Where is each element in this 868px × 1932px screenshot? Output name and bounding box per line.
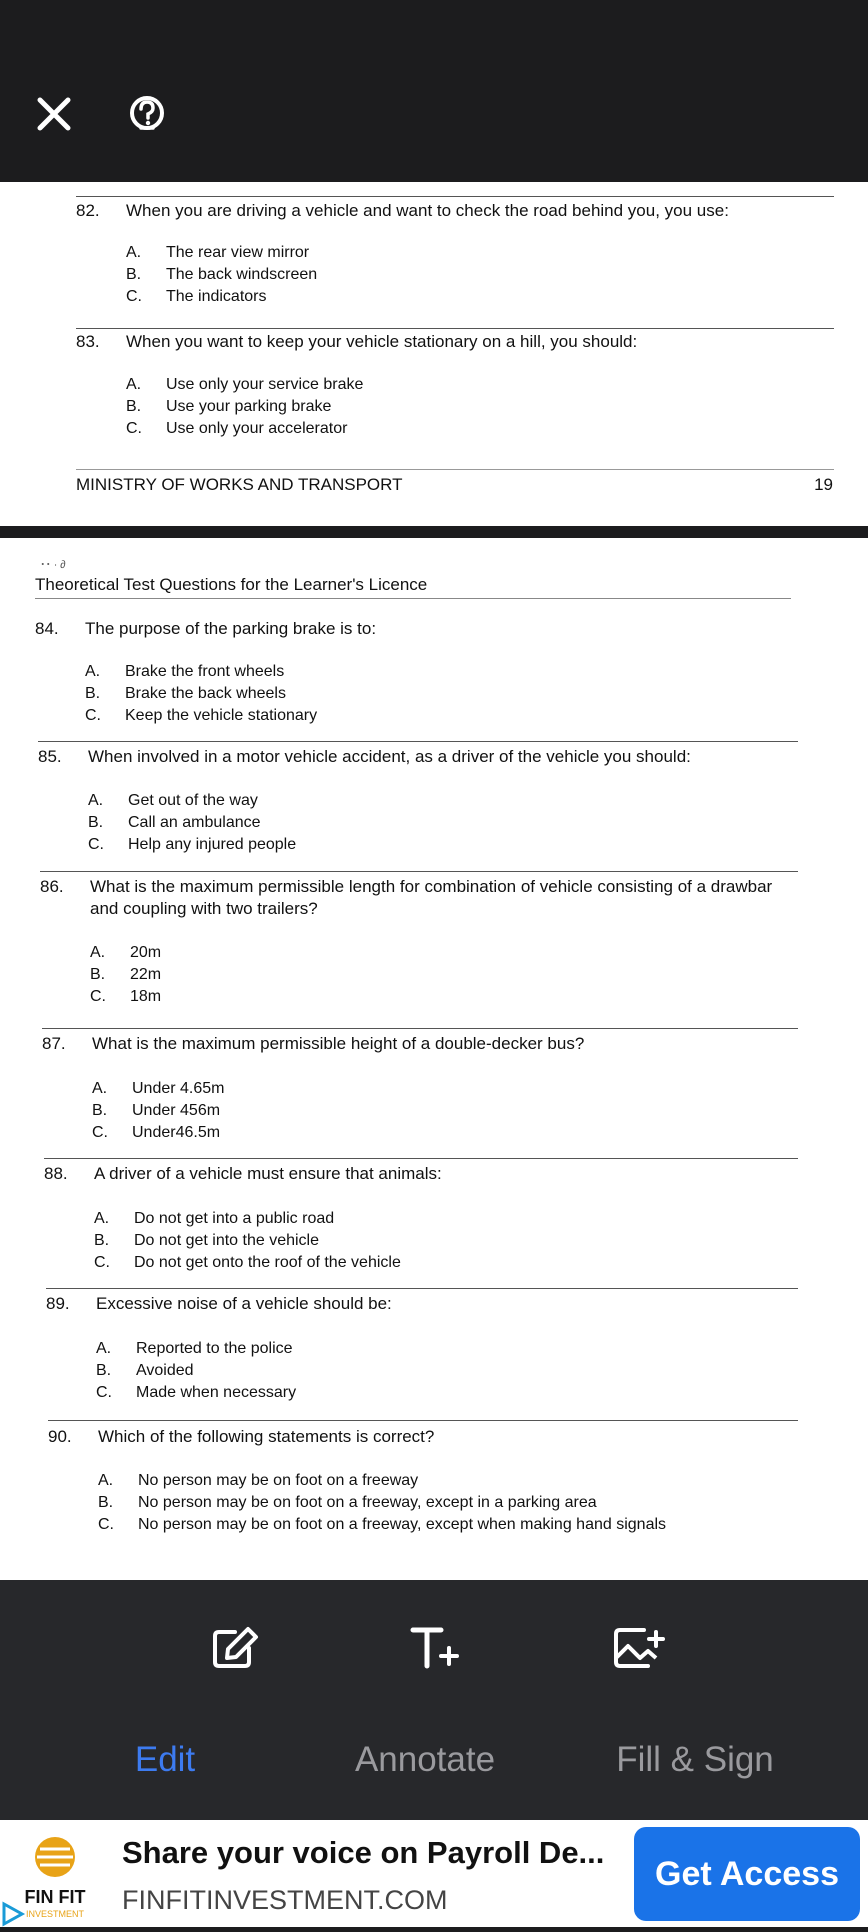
running-head: Theoretical Test Questions for the Learner's Licence [35,575,428,594]
adchoices-icon[interactable] [0,1900,26,1927]
question-number: 89. [46,1294,70,1313]
question-number: 90. [48,1427,72,1446]
svg-text:INVESTMENT: INVESTMENT [25,1909,85,1919]
question-number: 82. [76,201,100,220]
question-text: What is the maximum permissible height of a double-decker bus? [92,1034,585,1053]
question-text: What is the maximum permissible length for combination of vehicle consisting of a drawbar [90,877,773,896]
question-text: The purpose of the parking brake is to: [85,619,377,638]
add-text-icon[interactable] [405,1618,465,1678]
question-text: When involved in a motor vehicle accident, as a driver of the vehicle you should: [88,747,691,766]
question-number: 84. [35,619,59,638]
get-access-button[interactable]: Get Access [634,1827,860,1921]
question-text: A driver of a vehicle must ensure that animals: [94,1164,442,1183]
question-text-line2: and coupling with two trailers? [90,899,318,918]
top-bar [0,0,868,182]
svg-text:FIN FIT: FIN FIT [24,1887,86,1907]
page-footer-ministry: MINISTRY OF WORKS AND TRANSPORT [76,475,403,494]
document-page-20: ･･ ∙ ∂ Theoretical Test Questions for the Learner's Licence 84. The purpose of the parking brake is to: A. Brake the front wheels B. Brake the back wheels C. Keep the vehicle stationary 85. When involved in a motor vehicle accident, as a driver of the vehicle you should: A. Get out of the way B. Call an ambulance C. Help any injured people 86. What is the maximum permissible length for combination of vehicle consisting of a drawbar and coupling with two trailers? A. 20m B. 22m C. 18m 87. What is the maximum permissible height of a double-decker bus? A. Under 4.65m B. Under 456m C. Under46.5m 88. A driver of a vehicle must ensure that animals: A. Do not get into a public road B. Do not get into the vehicle C. Do not get onto the roof of the vehicle 89. Excessive noise of a vehicle should be: A. Reported to the police B. Avoided C. Made when necessary 90. Which of the following statements is correct? A. No person may be on foot on a freeway B. No person may be on foot on a freeway, except in a parking area C. No person may be on foot on a freeway, except when making hand signals [0,538,868,1580]
tab-annotate[interactable]: Annotate [354,1740,496,1779]
ad-headline[interactable]: Share your voice on Payroll De... [122,1835,605,1870]
pen-mark: ･･ ∙ ∂ [40,559,66,571]
question-number: 85. [38,747,62,766]
tab-edit[interactable]: Edit [134,1740,196,1779]
editor-toolbar [0,1580,868,1820]
question-number: 83. [76,332,100,351]
ad-domain: FINFITINVESTMENT.COM [122,1885,448,1915]
question-text: Which of the following statements is correct? [98,1427,435,1446]
question-number: 87. [42,1034,66,1053]
ad-banner[interactable] [0,1820,868,1927]
question-number: 88. [44,1164,68,1183]
question-text: Excessive noise of a vehicle should be: [96,1294,392,1313]
edit-pencil-icon[interactable] [205,1618,265,1678]
tab-fill-and-sign[interactable]: Fill & Sign [616,1740,774,1779]
question-text: When you want to keep your vehicle stationary on a hill, you should: [126,332,638,351]
close-icon[interactable] [30,90,80,140]
advertiser-logo [20,1833,90,1923]
question-number: 86. [40,877,64,896]
page-number: 19 [814,475,833,494]
question-text: When you are driving a vehicle and want to check the road behind you, you use: [126,201,729,220]
add-image-icon[interactable] [608,1618,668,1678]
document-page-19: 82. When you are driving a vehicle and want to check the road behind you, you use: A. The rear view mirror B. The back windscreen C. The indicators 83. When you want to keep your vehicle stationary on a hill, you should: A. Use only your service brake B. Use your parking brake C. Use only your accelerator MINISTRY OF WORKS AND TRANSPORT 19 [0,182,868,526]
help-icon[interactable] [124,90,174,140]
